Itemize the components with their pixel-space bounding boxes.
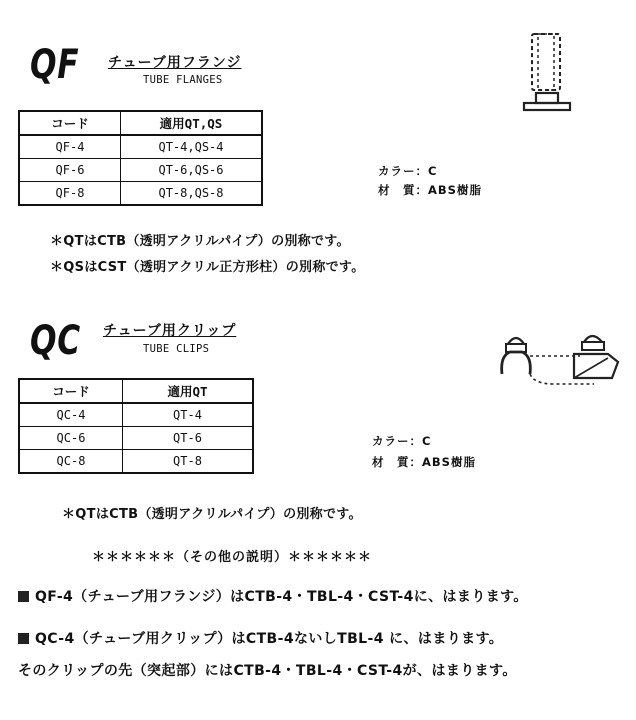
qf-col-code-header: コード [19, 111, 121, 135]
bullet-square-icon [18, 591, 29, 602]
table-row [19, 182, 262, 206]
qf-cell: QT-4,QS-4 [121, 135, 263, 159]
qc-col-apply-header: 適用QT [123, 379, 254, 403]
qc-cell: QT-8 [123, 450, 254, 474]
qf-col-apply-header: 適用QT,QS [121, 111, 263, 135]
qf-spec-table [18, 110, 263, 206]
other-line-1 [18, 586, 528, 606]
qc-code: QC [30, 318, 81, 364]
other-line-2-text: QC-4（チューブ用クリップ）はCTB-4ないしTBL-4 に、はまります。 [35, 631, 504, 647]
bullet-square-icon [18, 633, 29, 644]
qf-cell: QF-8 [19, 182, 121, 206]
qf-color: カラー：C [378, 164, 438, 178]
qc-material: 材 質：ABS樹脂 [372, 455, 476, 469]
qf-cell: QT-8,QS-8 [121, 182, 263, 206]
qf-cell: QT-6,QS-6 [121, 159, 263, 182]
qc-cell: QC-8 [19, 450, 123, 474]
other-line-2 [18, 628, 503, 648]
qc-color: カラー：C [372, 434, 432, 448]
qf-title-en: TUBE FLANGES [143, 74, 223, 86]
qc-cell: QC-4 [19, 403, 123, 427]
qc-cell: QT-6 [123, 427, 254, 450]
qf-material: 材 質：ABS樹脂 [378, 183, 482, 197]
qf-title-jp: チューブ用フランジ [108, 55, 242, 71]
clip-illustration [494, 330, 634, 392]
qc-cell: QT-4 [123, 403, 254, 427]
qc-title-jp: チューブ用クリップ [103, 323, 237, 339]
other-line-3: そのクリップの先（突起部）にはCTB-4・TBL-4・CST-4が、はまります。 [18, 663, 517, 679]
other-line-1-text: QF-4（チューブ用フランジ）はCTB-4・TBL-4・CST-4に、はまります。 [35, 589, 528, 605]
qf-note-2: ＊QSはCST（透明アクリル正方形柱）の別称です。 [50, 260, 365, 275]
qc-note-1: ＊QTはCTB（透明アクリルパイプ）の別称です。 [62, 507, 362, 522]
qf-cell: QF-6 [19, 159, 121, 182]
qc-spec-table [18, 378, 254, 474]
table-row [19, 450, 253, 474]
qc-cell: QC-6 [19, 427, 123, 450]
other-heading: ＊＊＊＊＊＊（その他の説明）＊＊＊＊＊＊ [92, 550, 373, 565]
table-row [19, 427, 253, 450]
qc-col-code-header: コード [19, 379, 123, 403]
qf-cell: QF-4 [19, 135, 121, 159]
table-row [19, 403, 253, 427]
table-row [19, 135, 262, 159]
qc-title-en: TUBE CLIPS [143, 343, 210, 355]
table-row [19, 159, 262, 182]
qf-code: QF [30, 42, 80, 88]
qf-note-1: ＊QTはCTB（透明アクリルパイプ）の別称です。 [50, 234, 350, 249]
flange-illustration [518, 30, 578, 120]
